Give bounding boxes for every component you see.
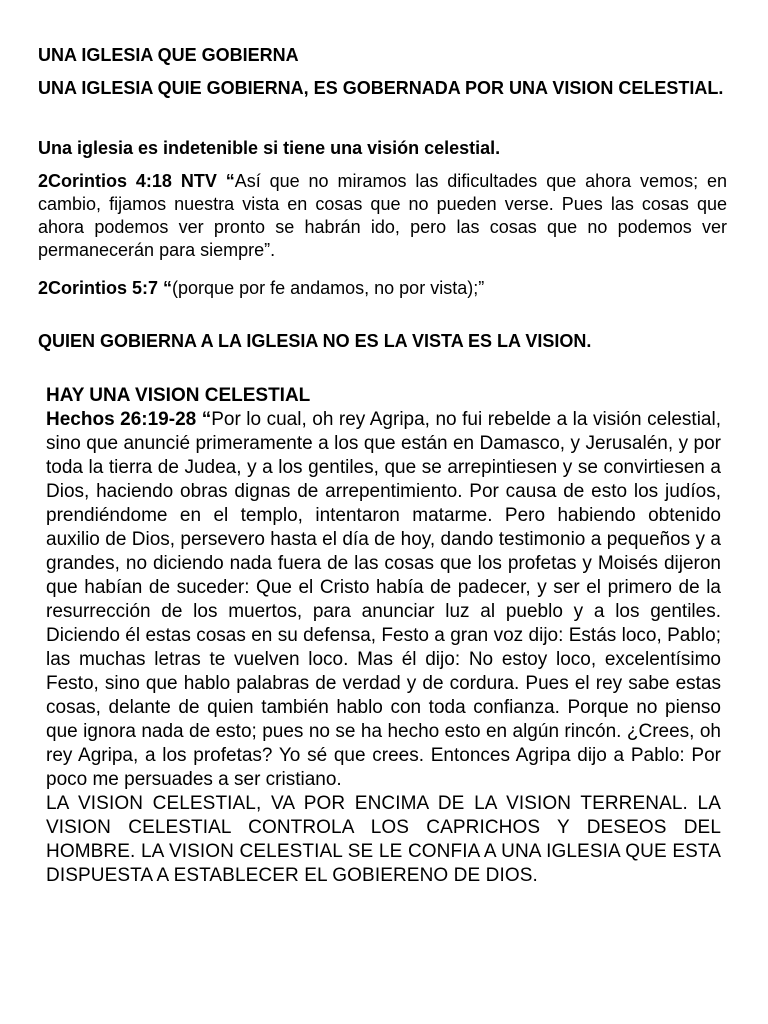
document-title: UNA IGLESIA QUE GOBIERNA: [38, 45, 299, 65]
declaration: QUIEN GOBIERNA A LA IGLESIA NO ES LA VISTA ES LA VISION.: [38, 331, 592, 351]
section-heading: HAY UNA VISION CELESTIAL: [46, 385, 311, 406]
verse-text: Por lo cual, oh rey Agripa, no fui rebelde a la visión celestial, sino que anuncié primeramente a los que están en Damasco, y Jerusalén, y por toda la tierra de Judea, y a los gentiles, que se arrepintiesen y se convirtiesen a Dios, haciendo obras dignas de arrepentimiento. Por causa de esto los judíos, prendiéndome en el templo, intentaron matarme. Pero habiendo obtenido auxilio de Dios, persevero hasta el día de hoy, dando testimonio a pequeños y a grandes, no diciendo nada fuera de las cosas que los profetas y Moisés dijeron que habían de suceder: Que el Cristo había de padecer, y ser el primero de la resurrección de los muertos, para anunciar luz al pueblo y a los gentiles. Diciendo él estas cosas en su defensa, Festo a gran voz dijo: Estás loco, Pablo; las muchas letras te vuelven loco. Mas él dijo: No estoy loco, excelentísimo Festo, sino que hablo palabras de verdad y de cordura. Pues el rey sabe estas cosas, delante de quien también hablo con toda confianza. Porque no pienso que ignora nada de esto; pues no se ha hecho esto en algún rincón. ¿Crees, oh rey Agripa, a los profetas? Yo sé que crees. Entonces Agripa dijo a Pablo: Por poco me persuades a ser cristiano.: [46, 409, 721, 790]
verse-text: Así que no miramos las dificultades que ahora vemos; en cambio, fijamos nuestra vista en cosas que no pueden verse. Pues las cosas que ahora podemos ver pronto se habrán ido, pero las cosas que no podemos ver permanecerán para siempre”.: [38, 171, 727, 260]
verse-reference: 2Corintios 4:18 NTV “: [38, 171, 235, 191]
document-subtitle: UNA IGLESIA QUIE GOBIERNA, ES GOBERNADA POR UNA VISION CELESTIAL.: [38, 78, 724, 98]
verse-reference: 2Corintios 5:7 “: [38, 278, 173, 298]
verse-2corintios-4-18: [38, 170, 727, 262]
verse-reference: Hechos 26:19-28 “: [46, 409, 212, 430]
verse-hechos-26: [46, 408, 721, 792]
section-conclusion: LA VISION CELESTIAL, VA POR ENCIMA DE LA VISION TERRENAL. LA VISION CELESTIAL CONTROLA LOS CAPRICHOS Y DESEOS DEL HOMBRE. LA VISION CELESTIAL SE LE CONFIA A UNA IGLESIA QUE ESTA DISPUESTA A ESTABLECER EL GOBIERENO DE DIOS.: [46, 793, 721, 886]
verse-text: (porque por fe andamos, no por vista);”: [172, 278, 485, 298]
section-vision-celestial: [46, 384, 721, 888]
verse-2corintios-5-7: [38, 277, 727, 300]
statement: Una iglesia es indetenible si tiene una visión celestial.: [38, 138, 501, 158]
